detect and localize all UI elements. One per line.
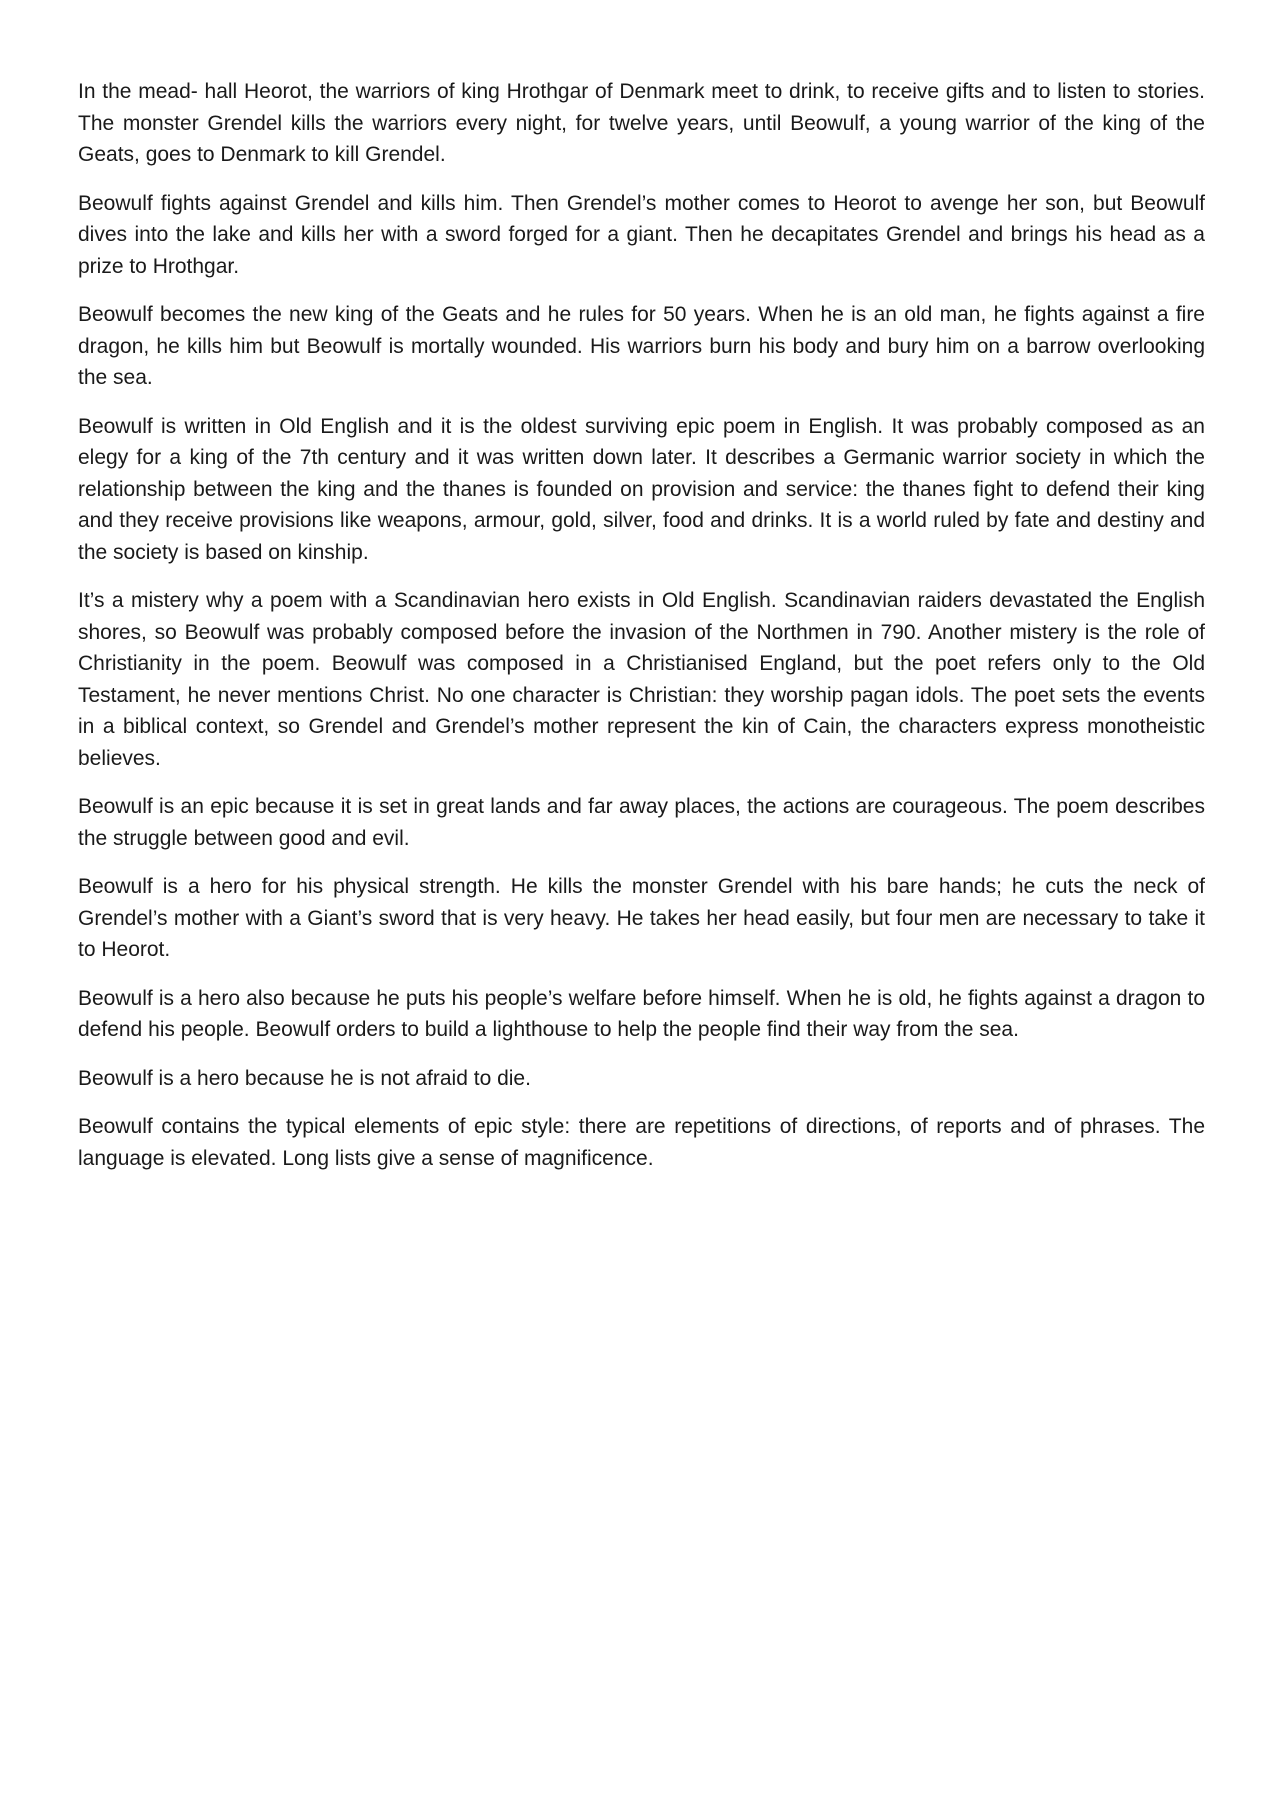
paragraph-old-english: Beowulf is written in Old English and it is the oldest surviving epic poem in English. It was probably composed as an elegy for a king of the 7th century and it was written down later. It describes a Germanic warrior society in which the relationship between the king and the thanes is founded on provision and service: the thanes fight to defend their king and they receive provisions like weapons, armour, gold, silver, food and drinks. It is a world ruled by fate and destiny and the society is based on kinship. [78,414,1205,564]
paragraph-epic-style: Beowulf contains the typical elements of epic style: there are repetitions of directions, of reports and of phrases. The language is elevated. Long lists give a sense of magnificence. [78,1115,1205,1170]
paragraph-scandinavian-mystery: It’s a mistery why a poem with a Scandinavian hero exists in Old English. Scandinavian raiders devastated the English shores, so Beowulf was probably composed before the invasion of the Northmen in 790. Another mistery is the role of Christianity in the poem. Beowulf was composed in a Christianised England, but the poet refers only to the Old Testament, he never mentions Christ. No one character is Christian: they worship pagan idols. The poet sets the events in a biblical context, so Grendel and Grendel’s mother represent the kin of Cain, the characters express monotheistic believes. [78,589,1205,770]
paragraph-physical-strength: Beowulf is a hero for his physical strength. He kills the monster Grendel with his bare hands; he cuts the neck of Grendel’s mother with a Giant’s sword that is very heavy. He takes her head easily, but four men are necessary to take it to Heorot. [78,875,1205,961]
paragraph-epic: Beowulf is an epic because it is set in great lands and far away places, the actions are courageous. The poem describes the struggle between good and evil. [78,795,1205,850]
paragraph-king-of-geats: Beowulf becomes the new king of the Geats and he rules for 50 years. When he is an old man, he fights against a fire dragon, he kills him but Beowulf is mortally wounded. His warriors burn his body and bury him on a barrow overlooking the sea. [78,303,1205,389]
paragraph-peoples-welfare: Beowulf is a hero also because he puts his people’s welfare before himself. When he is old, he fights against a dragon to defend his people. Beowulf orders to build a lighthouse to help the people find their way from the sea. [78,986,1205,1041]
paragraph-not-afraid: Beowulf is a hero because he is not afraid to die. [78,1066,531,1090]
paragraph-heorot-summary: In the mead- hall Heorot, the warriors of king Hrothgar of Denmark meet to drink, to receive gifts and to listen to stories. The monster Grendel kills the warriors every night, for twelve years, until Beowulf, a young warrior of the king of the Geats, goes to Denmark to kill Grendel. [78,80,1205,166]
document-body [78,76,1205,1191]
paragraph-grendel-fight: Beowulf fights against Grendel and kills him. Then Grendel’s mother comes to Heorot to avenge her son, but Beowulf dives into the lake and kills her with a sword forged for a giant. Then he decapitates Grendel and brings his head as a prize to Hrothgar. [78,191,1205,278]
